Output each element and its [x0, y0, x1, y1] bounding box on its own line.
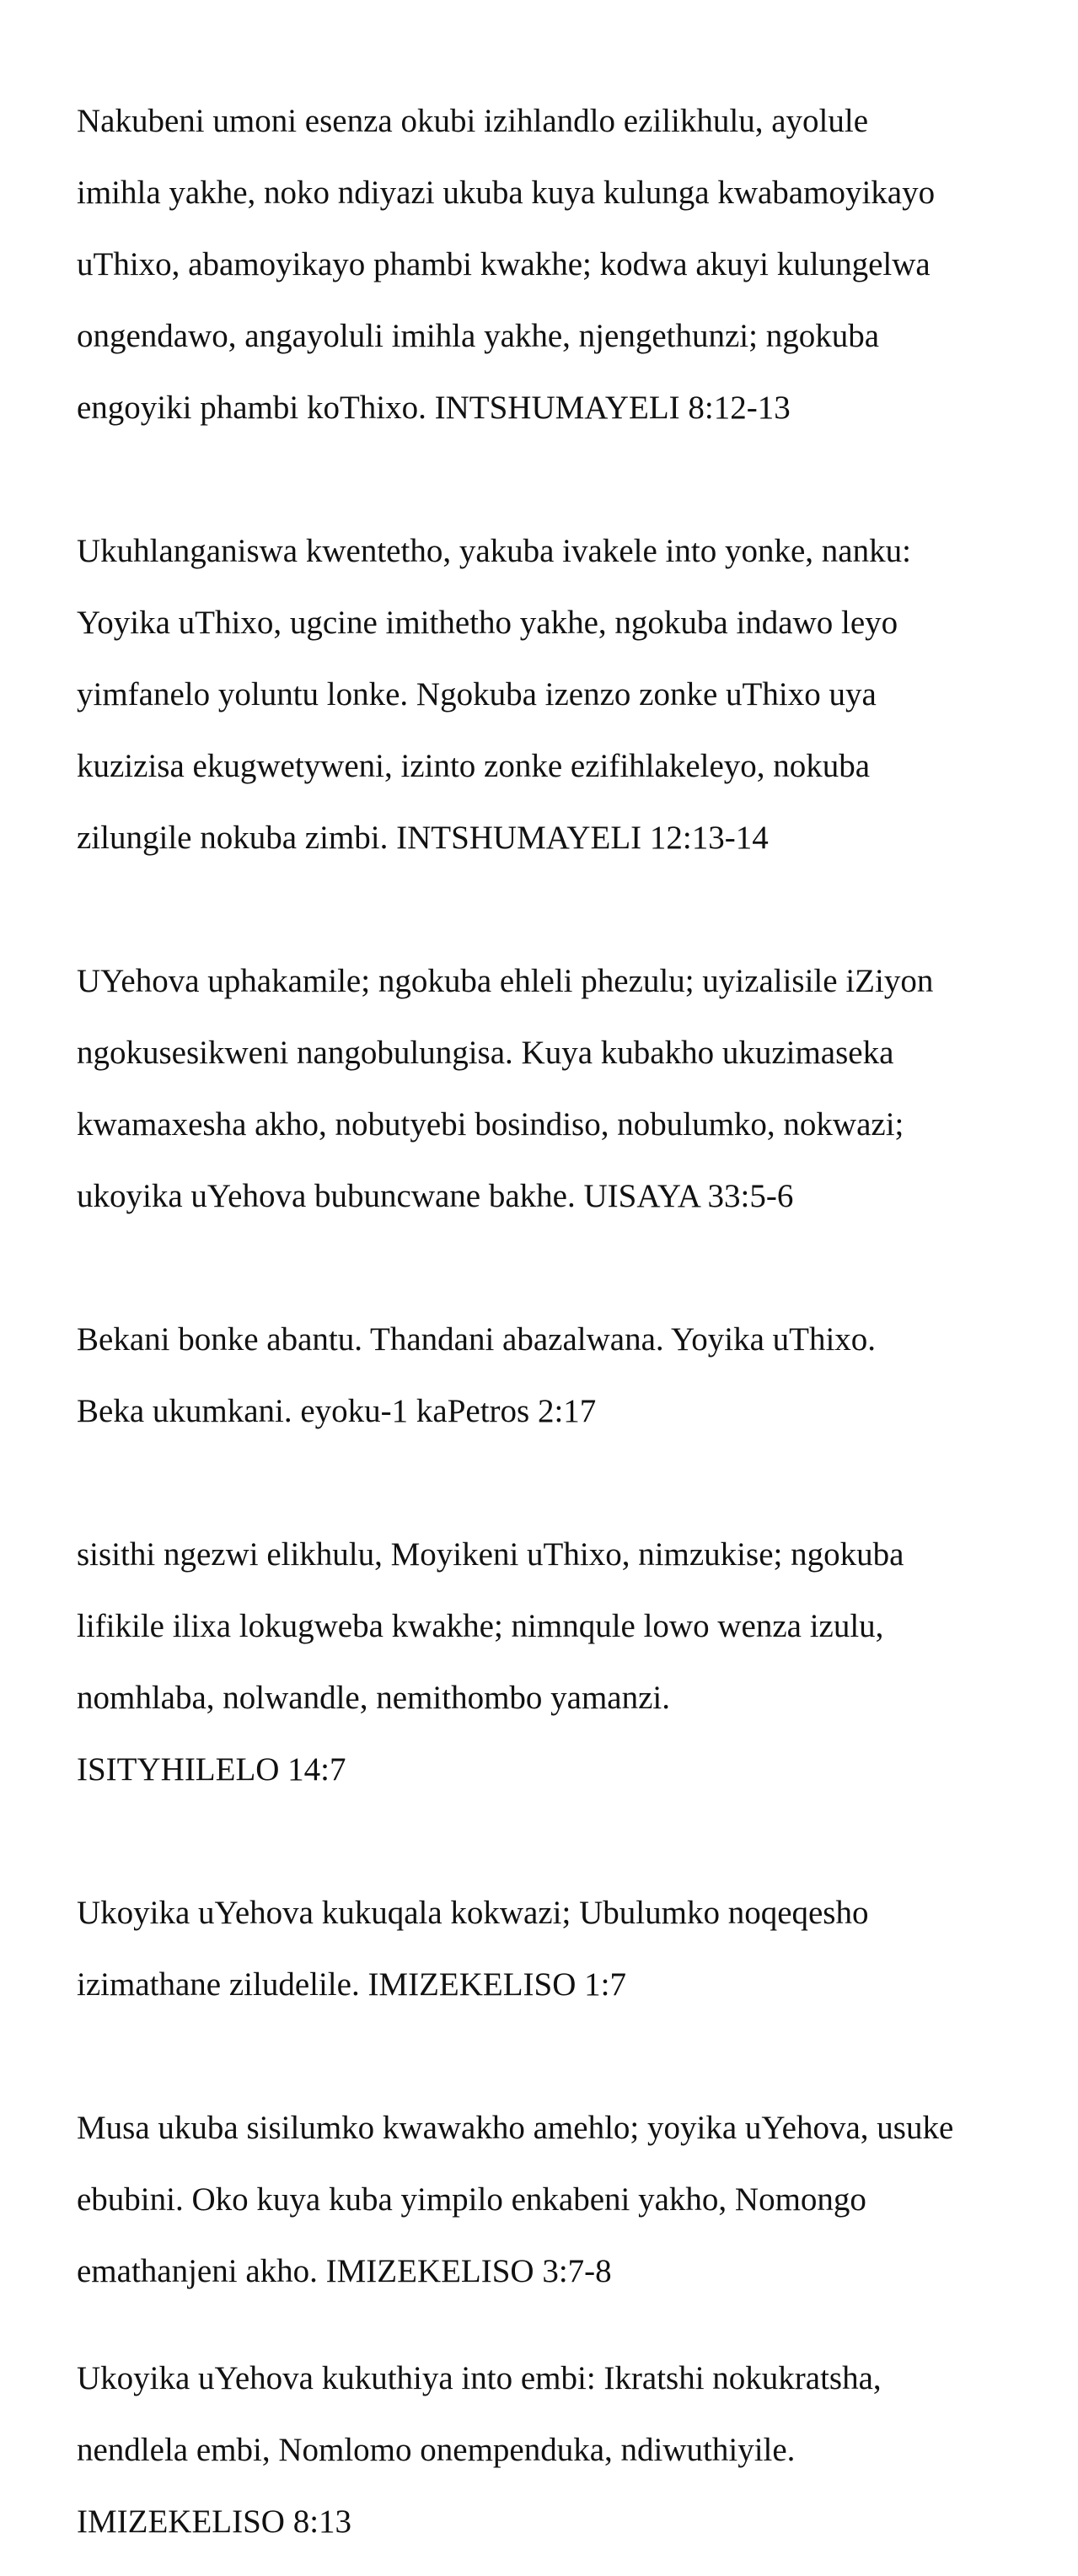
passage-line: ebubini. Oko kuya kuba yimpilo enkabeni yakho, Nomongo — [77, 2182, 1038, 2218]
passage-line: IMIZEKELISO 8:13 — [77, 2504, 1038, 2541]
passage-line: uThixo, abamoyikayo phambi kwakhe; kodwa akuyi kulungelwa — [77, 247, 1038, 283]
passage-line: imihla yakhe, noko ndiyazi ukuba kuya kulunga kwabamoyikayo — [77, 175, 1038, 212]
passage-ecclesiastes-8 — [77, 67, 1038, 462]
passage-line: Ukoyika uYehova kukuthiya into embi: Ikratshi nokukratsha, — [77, 2361, 1038, 2397]
passage-line: Nakubeni umoni esenza okubi izihlandlo ezilikhulu, ayolule — [77, 104, 1038, 140]
passage-line: ukoyika uYehova bubuncwane bakhe. UISAYA 33:5-6 — [77, 1179, 1038, 1215]
passage-line: Beka ukumkani. eyoku-1 kaPetros 2:17 — [77, 1394, 1038, 1430]
passage-line: lifikile ilixa lokugweba kwakhe; nimnqule lowo wenza izulu, — [77, 1609, 1038, 1645]
passage-line: ISITYHILELO 14:7 — [77, 1752, 1038, 1788]
passage-1-peter-2 — [77, 1286, 1038, 1465]
passage-line: nendlela embi, Nomlomo onempenduka, ndiwuthiyile. — [77, 2433, 1038, 2469]
passage-line: Yoyika uThixo, ugcine imithetho yakhe, ngokuba indawo leyo — [77, 605, 1038, 642]
passage-line: nomhlaba, nolwandle, nemithombo yamanzi. — [77, 1681, 1038, 1717]
passage-line: ongendawo, angayoluli imihla yakhe, njengethunzi; ngokuba — [77, 319, 1038, 355]
passage-line: Ukuhlanganiswa kwentetho, yakuba ivakele into yonke, nanku: — [77, 534, 1038, 570]
passage-line: UYehova uphakamile; ngokuba ehleli phezulu; uyizalisile iZiyon — [77, 964, 1038, 1000]
passage-revelation-14 — [77, 1501, 1038, 1824]
passage-proverbs-8 — [77, 2326, 1038, 2576]
passage-line: ngokusesikweni nangobulungisa. Kuya kubakho ukuzimaseka — [77, 1035, 1038, 1072]
passage-line: kuzizisa ekugwetyweni, izinto zonke ezifihlakeleyo, nokuba — [77, 749, 1038, 785]
passage-line: zilungile nokuba zimbi. INTSHUMAYELI 12:13-14 — [77, 820, 1038, 857]
scripture-page — [77, 67, 1038, 2576]
passage-proverbs-1 — [77, 1859, 1038, 2039]
passage-line: yimfanelo yoluntu lonke. Ngokuba izenzo zonke uThixo uya — [77, 677, 1038, 713]
passage-line: Bekani bonke abantu. Thandani abazalwana. Yoyika uThixo. — [77, 1322, 1038, 1358]
passage-line: izimathane ziludelile. IMIZEKELISO 1:7 — [77, 1967, 1038, 2003]
passage-isaiah-33 — [77, 928, 1038, 1250]
passage-line: Musa ukuba sisilumko kwawakho amehlo; yoyika uYehova, usuke — [77, 2111, 1038, 2147]
passage-line: engoyiki phambi koThixo. INTSHUMAYELI 8:12-13 — [77, 390, 1038, 427]
passage-line: kwamaxesha akho, nobutyebi bosindiso, nobulumko, nokwazi; — [77, 1107, 1038, 1143]
passage-line: sisithi ngezwi elikhulu, Moyikeni uThixo, nimzukise; ngokuba — [77, 1537, 1038, 1573]
passage-line: Ukoyika uYehova kukuqala kokwazi; Ubulumko noqeqesho — [77, 1896, 1038, 1932]
passage-ecclesiastes-12 — [77, 497, 1038, 892]
passage-proverbs-3 — [77, 2074, 1038, 2326]
passage-line: emathanjeni akho. IMIZEKELISO 3:7-8 — [77, 2254, 1038, 2290]
